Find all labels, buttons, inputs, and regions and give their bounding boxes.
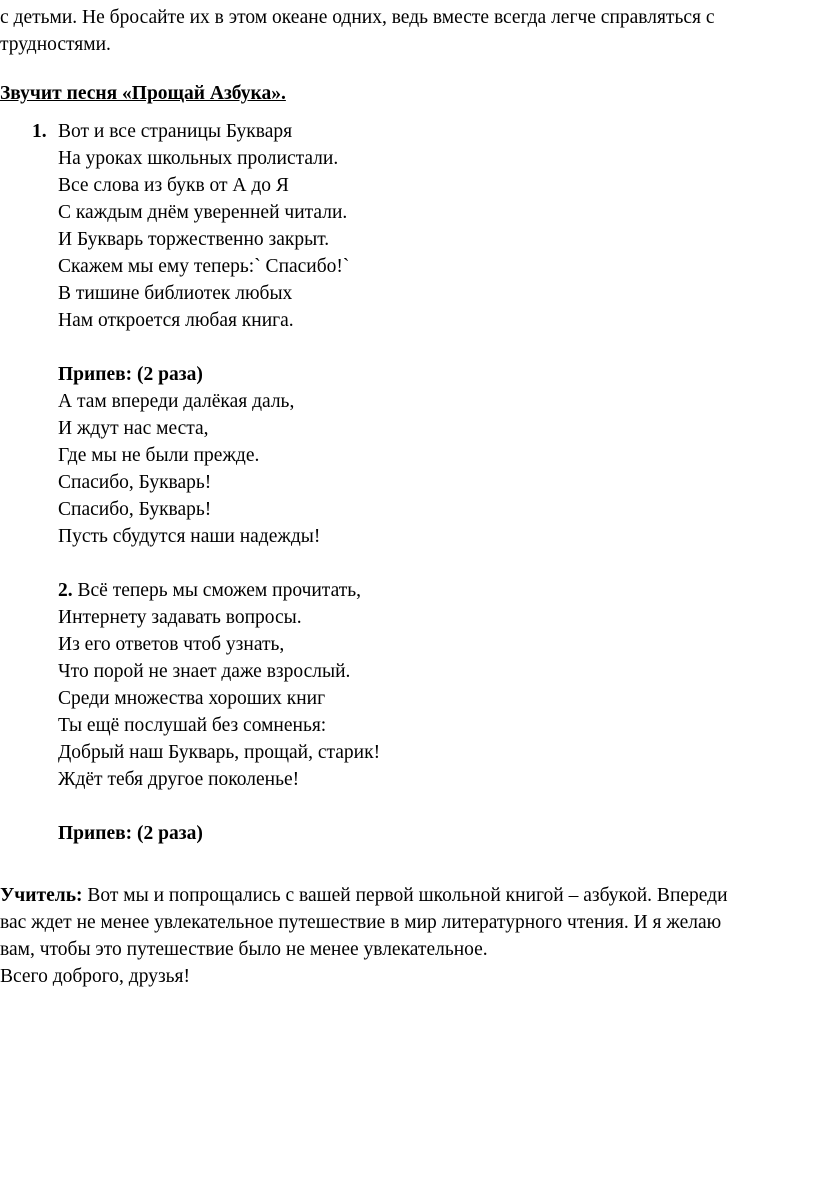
verse-2-line: Интернету задавать вопросы.	[58, 607, 302, 628]
chorus-2-label: Припев: (2 раза)	[58, 823, 203, 844]
intro-line-1: с детьми. Не бросайте их в этом океане одних, ведь вместе всегда легче справляться с	[0, 7, 715, 28]
teacher-line-4: Всего доброго, друзья!	[0, 966, 191, 987]
verse-2-line: Добрый наш Букварь, прощай, старик!	[58, 742, 381, 763]
verse-1-line: Вот и все страницы Букваря	[58, 121, 293, 142]
chorus-1-line: И ждут нас места,	[58, 418, 209, 439]
chorus-1-line: А там впереди далёкая даль,	[58, 391, 295, 412]
verse-2-line: Среди множества хороших книг	[58, 688, 326, 709]
teacher-text: Вот мы и попрощались с вашей первой школьной книгой – азбукой. Впереди	[87, 885, 728, 906]
chorus-1-line: Спасибо, Букварь!	[58, 499, 212, 520]
teacher-line-2: вас ждет не менее увлекательное путешествие в мир литературного чтения. И я желаю	[0, 912, 722, 933]
verse-1-line: И Букварь торжественно закрыт.	[58, 229, 330, 250]
verse-1-line: Скажем мы ему теперь:` Спасибо!`	[58, 256, 350, 277]
verse-2-number: 2.	[58, 580, 73, 601]
teacher-line-1	[0, 882, 728, 909]
chorus-1-label: Припев: (2 раза)	[58, 364, 203, 385]
verse-1-number: 1.	[32, 121, 47, 142]
intro-line-2: трудностями.	[0, 34, 111, 55]
verse-2-first-line	[58, 577, 361, 604]
chorus-1-line: Пусть сбудутся наши надежды!	[58, 526, 321, 547]
teacher-speaker: Учитель:	[0, 885, 83, 906]
verse-1-first-line	[32, 118, 292, 145]
verse-1-line: На уроках школьных пролистали.	[58, 148, 339, 169]
verse-2-line: Из его ответов чтоб узнать,	[58, 634, 285, 655]
verse-2-line: Ждёт тебя другое поколенье!	[58, 769, 300, 790]
chorus-1-line: Где мы не были прежде.	[58, 445, 260, 466]
verse-1-line: С каждым днём уверенней читали.	[58, 202, 348, 223]
verse-1-line: В тишине библиотек любых	[58, 283, 293, 304]
verse-2-line: Всё теперь мы сможем прочитать,	[77, 580, 362, 601]
verse-2-line: Что порой не знает даже взрослый.	[58, 661, 351, 682]
song-heading: Звучит песня «Прощай Азбука».	[0, 83, 286, 104]
verse-2-line: Ты ещё послушай без сомненья:	[58, 715, 327, 736]
teacher-line-3: вам, чтобы это путешествие было не менее увлекательное.	[0, 939, 488, 960]
chorus-1-line: Спасибо, Букварь!	[58, 472, 212, 493]
verse-1-line: Нам откроется любая книга.	[58, 310, 294, 331]
verse-1-line: Все слова из букв от А до Я	[58, 175, 289, 196]
